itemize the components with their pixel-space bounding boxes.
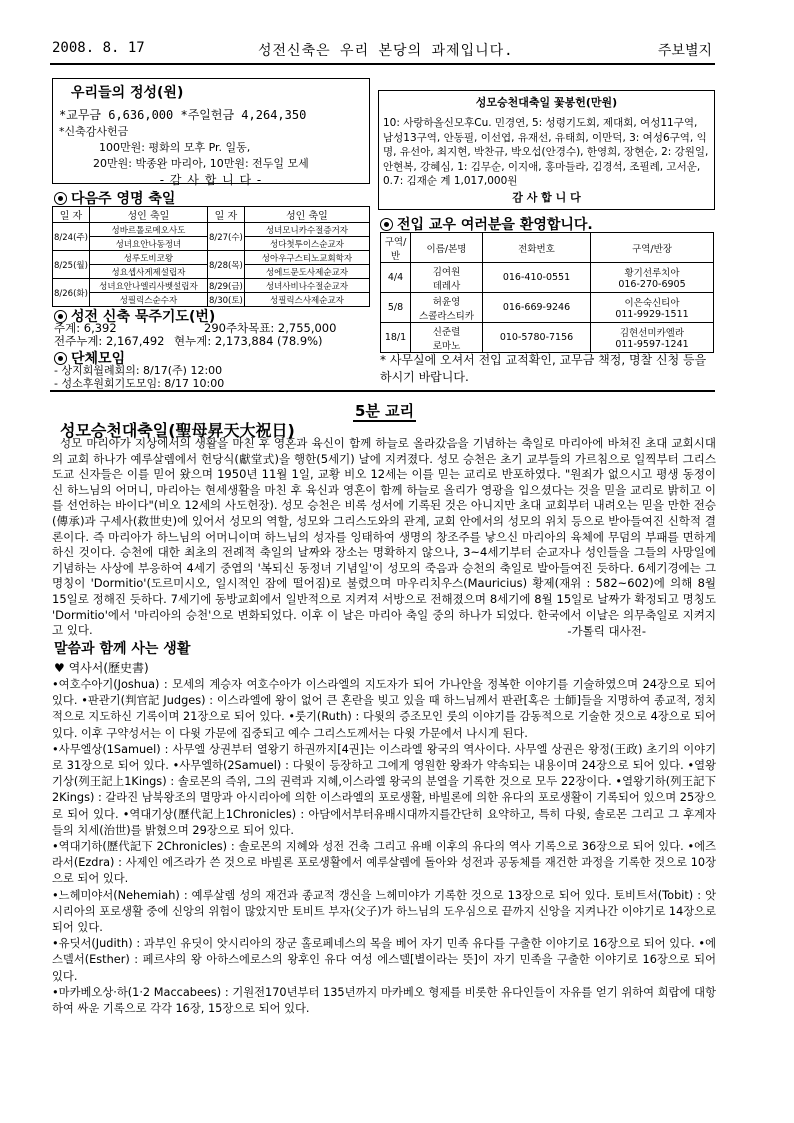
- fund-figures: 주계: 6,392 290주차목표: 2,755,000 전주누계: 2,167,492 현누계: 2,173,884 (78.9%): [54, 321, 337, 348]
- sincerity-heading: 우리들의 정성(원): [71, 85, 184, 101]
- welcome-table: [380, 232, 714, 353]
- bullet-circle-icon: [54, 352, 67, 365]
- feast-title: 성모승천대축일(聖母昇天大祝日): [60, 421, 295, 440]
- feast-section-heading: 다음주 영명 축일: [54, 188, 175, 208]
- sincerity-line3: 100만원: 평화의 모후 Pr. 일동,: [99, 141, 251, 154]
- sincerity-line1: *교무금 6,636,000 *주일헌금 4,264,350: [59, 108, 307, 122]
- bible-body: [52, 677, 716, 1017]
- fund-section-heading: 성전 신축 묵주기도(번): [54, 306, 215, 326]
- bulletin-kind: 주보별지: [657, 43, 712, 59]
- lecture-source: -가톨릭 대사전-: [567, 623, 646, 638]
- sincerity-line2: *신축감사헌금: [59, 125, 129, 138]
- flower-box: [378, 90, 715, 210]
- welcome-table-header: 구역/반 이름/본명 전화번호 구역/반장: [381, 233, 714, 263]
- feast-table: [52, 206, 370, 307]
- welcome-section-heading: 전입 교우 여러분을 환영합니다.: [380, 214, 593, 234]
- table-row: 8/26(화) 성녀요안나엘리사벳설립자 8/29(금) 성녀사비나수절순교자: [53, 279, 370, 293]
- welcome-note: * 사무실에 오셔서 전입 교적확인, 교무금 책정, 명찰 신청 등을 하시기 바랍니다.: [380, 353, 707, 384]
- bible-paragraph: •유딧서(Judith) : 과부인 유딧이 앗시리아의 장군 홀로페네스의 목을 베어 자기 민족 유다를 구출한 이야기로 16장으로 되어 있다. •에스델서(Esther) : 페르샤의 왕 아하스에로스의 왕후인 유다 여성 에스델[별이라는 뜻]이 자기 민족을 구출한 이야기로 16장으로 되어 있다.: [52, 937, 716, 983]
- meetings-list: [54, 364, 224, 390]
- bullet-circle-icon: [380, 218, 393, 231]
- section-rule: [50, 390, 715, 392]
- meeting-item: - 상지회월례회의: 8/17(주) 12:00: [54, 364, 223, 377]
- sincerity-thanks: - 감 사 합 니 다 -: [159, 173, 263, 187]
- flower-thanks: 감 사 합 니 다: [512, 190, 581, 204]
- sincerity-box: [52, 78, 370, 187]
- bible-heading: 말씀과 함께 사는 생활: [54, 641, 191, 657]
- bible-paragraph: •역대기하(歷代記下 2Chronicles) : 솔로몬의 지혜와 성전 건축 그리고 유배 이후의 유다의 역사 기록으로 36장으로 되어 있다. •에즈라서(Ezdra) : 사제인 에즈라가 쓴 것으로 바빌론 포로생활에서 예루살렘에 돌아와 성전과 공동체를 재건한 과정을 기록한 것으로 10장으로 되어 있다.: [52, 840, 716, 886]
- table-row: 18/1 신준렬 로마노 010-5780-7156 김현선미카엘라 011-9597-1241: [381, 323, 714, 353]
- flower-heading: 성모승천대축일 꽃봉헌(만원): [475, 96, 618, 109]
- bible-paragraph: •마카베오상·하(1·2 Maccabees) : 기원전170년부터 135년까지 마카베오 형제를 비롯한 유다인들이 자유를 얻기 위하여 희랍에 대항하여 싸운 기록으로 각각 16장, 15장으로 되어 있다.: [52, 985, 716, 1016]
- bible-paragraph: •사무엘상(1Samuel) : 사무엘 상권부터 열왕기 하권까지[4권]는 이스라엘 왕국의 역사이다. 사무엘 상권은 왕정(王政) 초기의 이야기로 31장으로 되어 있다. •사무엘하(2Samuel) : 다윗이 등장하고 그에게 영원한 왕좌가 약속되는 내용이며 24장으로 되어 있다. •열왕기상(列王記上1Kings) : 솔로몬의 즉위, 그의 권력과 지혜,이스라엘 왕국의 분열을 기록한 것으로 모두 22장이다. •열왕기하(列王記下2Kings) : 갈라진 남북왕조의 멸망과 아시리아에 의한 이스라엘의 포로생활, 바빌론에 의한 유다의 포로생활이 기록되어 있으며 25장으로 되어 있다. •역대기상(歷代記上1Chronicles) : 아담에서부터유배시대까지를간단히 요약하고, 특히 다윗, 솔로몬 그리고 그 후계자들의 치세(治世)를 밝혔으며 29장으로 되어 있다.: [52, 742, 716, 837]
- bullet-circle-icon: [54, 192, 67, 205]
- bulletin-title: 성전신축은 우리 본당의 과제입니다.: [258, 43, 514, 59]
- meetings-section-heading: 단체모임: [54, 348, 125, 368]
- sincerity-line4: 20만원: 박종완 마리아, 10만원: 전두일 모세: [93, 157, 309, 170]
- table-row: 성요셉사게제설립자 성에드문도사제순교자: [53, 265, 370, 279]
- flower-body: 10: 사랑하올신모후Cu. 민경연, 5: 성령기도회, 제대회, 여성11구역, 남성13구역, 안동필, 이선엽, 유재선, 유태희, 이만덕, 3: 여성6구역, 익 명, 유선아, 최지현, 박찬규, 박오섭(안경수), 한영희, 장현순, 2: 강원일, 안현복, 강혜심, 1: 김무순, 이지애, 홍마들라, 김경석, 조필례, 고서운, 0.7: 김재순 계 1,017,000원: [383, 117, 709, 187]
- table-row: 4/4 김여원 데레사 016-410-0551 황기선루치아 016-270-6905: [381, 263, 714, 293]
- bulletin-date: 2008. 8. 17: [52, 40, 145, 56]
- feast-table-header: 일 자 성인 축일 일 자 성인 축일: [53, 207, 370, 223]
- meeting-item: - 성소후원회기도모임: 8/17 10:00: [54, 377, 225, 390]
- lecture-title: 5분 교리: [355, 402, 415, 420]
- lecture-body: [52, 436, 716, 639]
- lecture-paragraph: 성모 마리아가 지상에서의 생활을 마친 후 영혼과 육신이 함께 하늘로 올라갔음을 기념하는 축일로 마리아에 바쳐진 초대 교회시대의 교회 하나가 예루살렘에서 헌당식(獻堂式)을 행한(5세기) 날에 지켜졌다. 성모 승천은 초기 교부들의 가르침으로 일찍부터 그리스도교 신자들은 이를 믿어 왔으며 1950년 11월 1일, 교황 비오 12세는 이를 믿는 교리로 반포하였다. "원죄가 없으시고 평생 동정이신 하느님의 어머니, 마리아는 현세생활을 마친 후 육신과 영혼이 함께 하늘로 올리가 영광을 입으셨다는 것을 믿을 교리로 밝히고 이를 선언하는 바이다"(비오 12세의 사도헌장). 성모 승천은 비록 성서에 기록된 것은 아니지만 초대 교회부터 내려오는 믿을 만한 전승(傳承)과 구세사(救世史)에 있어서 성모의 역할, 성모와 그리스도와의 관계, 교회 안에서의 성모의 위치 등으로 받아들여진 신학적 결론이다. 즉 마리아가 하느님의 어머니이며 하느님의 성자를 잉태하여 생명의 창조주를 낳으신 마리아의 육체에 무덤의 부패를 면하게 하신 것이다. 승천에 대한 최초의 전례적 축일의 날짜와 장소는 명확하지 않으나, 3~4세기부터 순교자나 성인들을 그들의 사망일에 기념하는 사상에 부응하여 4세기 중엽의 '복되신 동정녀 기념일'이 성모의 죽음과 승천의 축일로 발아들여진 듯하다. 6세기경에는 그 명칭이 'Dormitio'(도르미시오, 일시적인 잠에 떨어짐)로 불렸으며 마우리치우스(Mauricius) 황제(재위 : 582~602)에 의해 8월 15일로 정해진 듯하다. 7세기에 동방교회에서 일반적으로 지켜져 서방으로 전해졌으며 8세기에 8월 15일로 날짜가 확정되고 명칭도 'Dormitio'에서 '마리아의 승천'으로 변화되었다. 이후 이 날은 마리아 축일 중의 하나가 되었다. 한국에서 이날은 의무축일로 지켜지고 있다.: [52, 436, 716, 638]
- bible-paragraph: •여호수아기(Joshua) : 모세의 계승자 여호수아가 이스라엘의 지도자가 되어 가나안을 정복한 이야기를 기술하였으며 24장으로 되어 있다. •판관기(判官記 Judges) : 이스라엘에 왕이 없어 큰 혼란을 빚고 있을 때 하느님께서 판관[혹은 士師]들을 지명하여 종교적, 정치적으로 지도하신 기록이며 21장으로 되어 있다. •룻기(Ruth) : 다윗의 증조모인 룻의 이야기를 감동적으로 기술한 것으로 4장으로 되어 있다. 이후 구약성서는 이 다윗 가문에 집중되고 예수 그리스도께서는 다윗 가문에서 나시게 된다.: [52, 678, 716, 740]
- table-row: 8/24(주) 성바르톨로메오사도 8/27(수) 성녀모니카수절증거자: [53, 223, 370, 237]
- table-row: 성녀요안나동정녀 성다첫투이스순교자: [53, 237, 370, 251]
- page-header: [50, 38, 714, 64]
- table-row: 성필릭스순수자 8/30(토) 성필릭스사제순교자: [53, 293, 370, 307]
- table-row: 5/8 허윤영 스콜라스티카 016-669-9246 이은숙신티아 011-9929-1511: [381, 293, 714, 323]
- table-row: 8/25(월) 성루도비코왕 8/28(목) 성아우구스티노교회학자: [53, 251, 370, 265]
- header-rule: [50, 63, 715, 65]
- bible-paragraph: •느헤미야서(Nehemiah) : 예루살렘 성의 재건과 종교적 갱신을 느헤미야가 기록한 것으로 13장으로 되어 있다. 토비트서(Tobit) : 앗시리아의 포로생활 중에 신앙의 위험이 많았지만 토비트 부자(父子)가 하느님의 도우심으로 끝까지 신앙을 지켜나간 이야기로 14장으로 되어 있다.: [52, 888, 716, 935]
- bible-subheading: ♥ 역사서(歷史書): [54, 661, 149, 675]
